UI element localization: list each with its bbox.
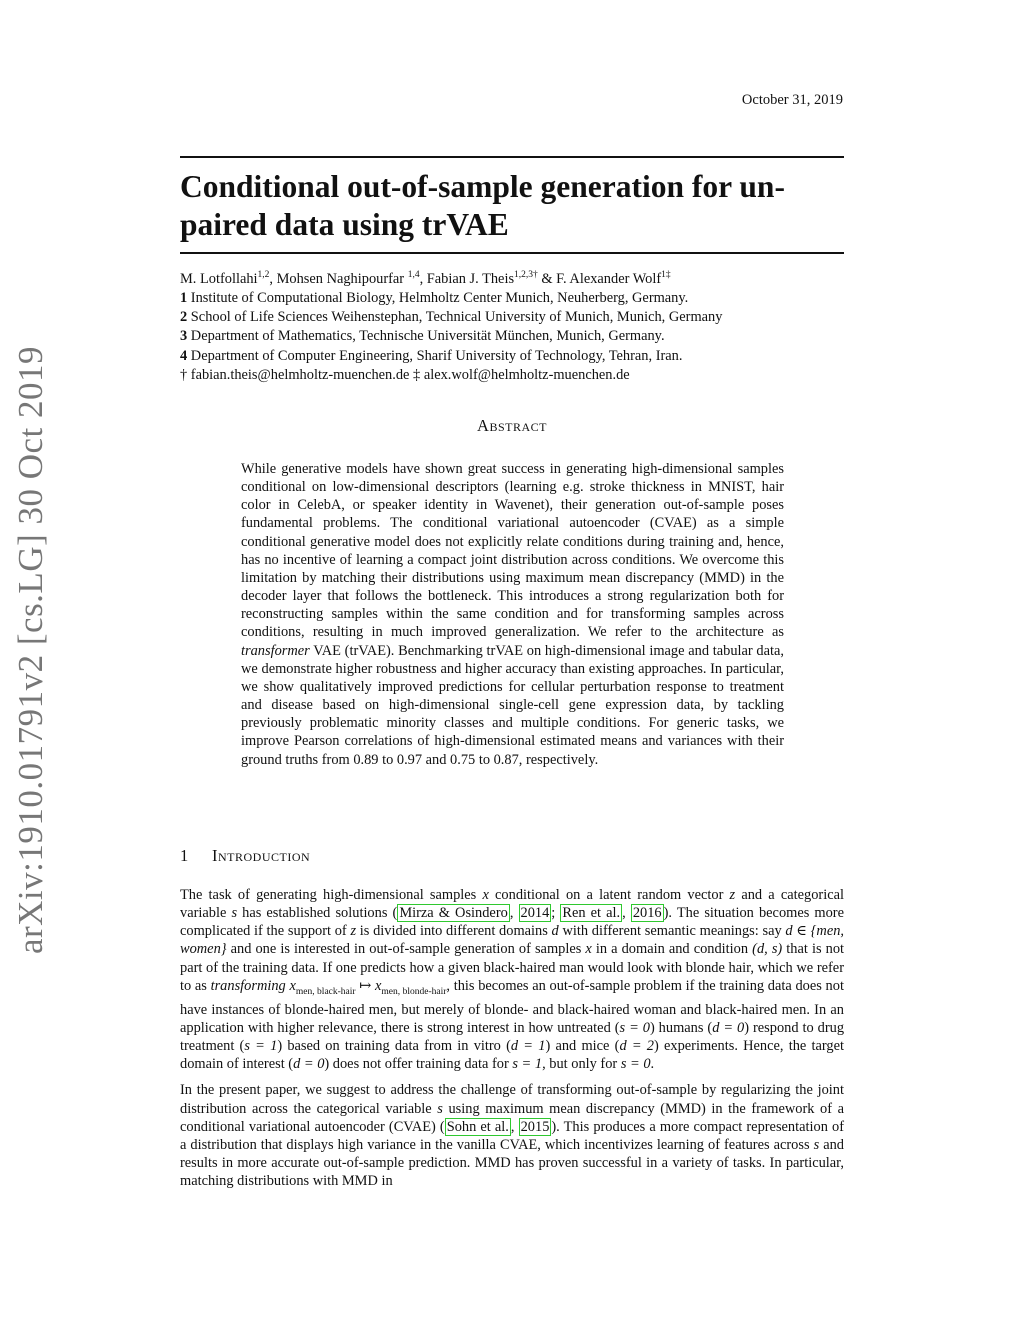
author-affil: 1,2,3† [514, 270, 538, 280]
text: In the present paper, we suggest to address the challenge of transforming out-of-sample by regularizing the joint distribution across the categorical variable [180, 1082, 844, 1117]
text: in a domain and condition [591, 941, 753, 958]
title-top-rule [180, 156, 844, 158]
citation-link[interactable]: Ren et al. [562, 905, 621, 922]
text: , [622, 905, 631, 922]
section-number: 1 [180, 846, 189, 865]
author-name: , Mohsen Naghipourfar [269, 270, 408, 287]
math-var: s [813, 1136, 820, 1153]
author-block [180, 266, 860, 385]
citation-link[interactable]: Sohn et al. [446, 1118, 509, 1135]
section-title: Introduction [212, 846, 311, 865]
text: and a categorical variable [180, 887, 844, 922]
author-name: , Fabian J. Theis [419, 270, 515, 287]
affiliation-number: 2 [180, 309, 188, 326]
text: ). This produces a more compact representation of a distribution that displays high variance in the vanilla CVAE, which incentivizes learning of features across [180, 1118, 844, 1153]
emphasis: transforming [210, 977, 286, 994]
citation-link[interactable]: Mirza & Osindero [399, 905, 508, 922]
paper-title [180, 168, 850, 244]
citation-year-link[interactable]: 2015 [520, 1118, 550, 1135]
author-affil: 1‡ [661, 270, 671, 280]
text: is divided into different domains [356, 923, 552, 940]
math-var: d [551, 923, 559, 940]
math-expr: (d, s) [752, 941, 783, 958]
math-operator: ↦ [355, 977, 376, 994]
text: ; [551, 905, 561, 922]
math-expr: d = 2 [619, 1038, 654, 1055]
affiliation-text: Department of Mathematics, Technische Universität München, Munich, Germany. [187, 328, 665, 345]
math-expr: s = 0 [619, 1019, 650, 1036]
math-expr: d ∈ {men, women} [180, 923, 844, 958]
citation-year-link[interactable]: 2014 [520, 905, 550, 922]
abstract-body [241, 460, 784, 769]
title-bottom-rule [180, 252, 844, 254]
math-expr: s = 1 [512, 1056, 543, 1073]
affiliation-text: Institute of Computational Biology, Helmholtz Center Munich, Neuherberg, Germany. [187, 290, 689, 306]
math-var: s [437, 1100, 443, 1117]
affiliation-number: 4 [180, 347, 188, 364]
math-var: z [729, 887, 736, 903]
math-var: s [231, 905, 238, 922]
author-affil: 1,2 [257, 270, 270, 280]
text: ) humans ( [649, 1019, 713, 1036]
math-var: x [289, 977, 296, 994]
math-expr: d = 1 [510, 1038, 546, 1055]
math-expr: s = 1 [244, 1038, 278, 1055]
text: ) based on training data from in vitro ( [277, 1038, 511, 1055]
author-affil: 1,4 [407, 270, 420, 280]
arxiv-identifier: arXiv:1910.01791v2 [cs.LG] 30 Oct 2019 [11, 345, 50, 955]
affiliation-line [180, 347, 860, 366]
abstract-italic: transformer [241, 642, 310, 659]
text: , [509, 905, 519, 922]
math-var: x [585, 941, 592, 958]
math-expr: s = 0 [620, 1056, 651, 1073]
author-name: & F. Alexander Wolf [537, 270, 662, 287]
text: , this becomes an out-of-sample problem if the training data does not have instances of blonde-haired men, but merely of blonde- and black-haired woman and black-haired men. In an application with higher relevance, there is strong interest in how untreated ( [180, 977, 844, 1036]
text: . [650, 1056, 655, 1073]
text: and one is interested in out-of-sample generation of samples [226, 941, 586, 958]
math-expr: d = 0 [293, 1056, 325, 1073]
text: using maximum mean discrepancy (MMD) in the framework of a conditional variational autoencoder (CVAE) ( [180, 1100, 844, 1135]
affiliation-text: Department of Computer Engineering, Sharif University of Technology, Tehran, Iran. [187, 347, 683, 364]
author-name: M. Lotfollahi [180, 270, 258, 287]
title-line-2: paired data using trVAE [180, 207, 509, 242]
abstract-heading: Abstract [477, 416, 547, 435]
math-var: x [482, 887, 489, 903]
citation-year-link[interactable]: 2016 [632, 905, 662, 922]
text: ) experiments. Hence, the target domain of interest ( [180, 1038, 845, 1073]
affiliation-number: 3 [180, 328, 188, 345]
arxiv-sidebar [0, 345, 62, 955]
text: conditional on a latent random vector [488, 887, 730, 903]
section-heading [180, 846, 310, 866]
title-line-1: Conditional out-of-sample generation for un- [180, 169, 785, 204]
math-subscript: men, black-hair [295, 986, 356, 997]
author-line [180, 266, 860, 289]
email-line[interactable]: † fabian.theis@helmholtz-muenchen.de ‡ alex.wolf@helmholtz-muenchen.de [180, 366, 630, 383]
text: ) and mice ( [545, 1038, 620, 1055]
text: , but only for [542, 1056, 621, 1073]
math-expr: d = 0 [712, 1019, 745, 1036]
text: and results in more accurate out-of-sample prediction. MMD has proven successful in a variety of tasks. In particular, matching distributions with MMD in [180, 1136, 844, 1190]
text: ) does not offer training data for [324, 1056, 513, 1073]
text: with different semantic meanings: say [558, 923, 786, 940]
intro-paragraph-2 [180, 1081, 844, 1190]
math-var: z [350, 923, 357, 940]
text: ). The situation becomes more complicated if the support of [180, 905, 844, 940]
math-subscript: men, blonde-hair [381, 986, 447, 997]
math-var: x [375, 977, 382, 994]
affiliation-line [180, 308, 860, 327]
affiliation-number: 1 [180, 290, 188, 306]
abstract-text: VAE (trVAE). Benchmarking trVAE on high-dimensional image and tabular data, we demonstrate higher robustness and higher accuracy than existing approaches. In particular, we show qualitatively improved predictions for cellular perturbation response to treatment and disease based on high-dimensional single-cell gene expression data, by tackling previously problematic minority classes and multiple conditions. For generic tasks, we improve Pearson correlations of high-dimensional estimated means and variances with their ground truths from 0.89 to 0.97 and 0.75 to 0.87, respectively. [241, 642, 784, 768]
page-date: October 31, 2019 [741, 92, 843, 108]
intro-paragraph-1 [180, 886, 844, 1073]
text: ) respond to drug treatment ( [180, 1019, 845, 1055]
text: that is not part of the training data. If one predicts how a given black-haired man would look with blonde hair, which we refer to as [180, 941, 845, 994]
affiliation-line [180, 289, 860, 308]
introduction-body [180, 886, 844, 1198]
text: , [510, 1118, 519, 1135]
text: has established solutions ( [237, 905, 398, 922]
affiliation-line [180, 327, 860, 346]
affiliation-text: School of Life Sciences Weihenstephan, Technical University of Munich, Munich, Germany [187, 309, 723, 326]
abstract-text: While generative models have shown great success in generating high-dimensional samples conditional on low-dimensional descriptors (learning e.g. stroke thickness in MNIST, hair color in CelebA, or speaker identity in Wavenet), their generation out-of-sample poses fundamental problems. The conditional variational autoencoder (CVAE) as a simple conditional generative model does not explicitly relate conditions during training and, hence, has no incentive of learning a compact joint distribution across conditions. We overcome this limitation by matching their distributions using maximum mean discrepancy (MMD) in the decoder layer that follows the bottleneck. This introduces a strong regularization both for reconstructing samples within the same condition and for transforming samples across conditions, resulting in much improved generalization. We refer to the architecture as [241, 461, 784, 641]
text: The task of generating high-dimensional samples [180, 887, 483, 903]
